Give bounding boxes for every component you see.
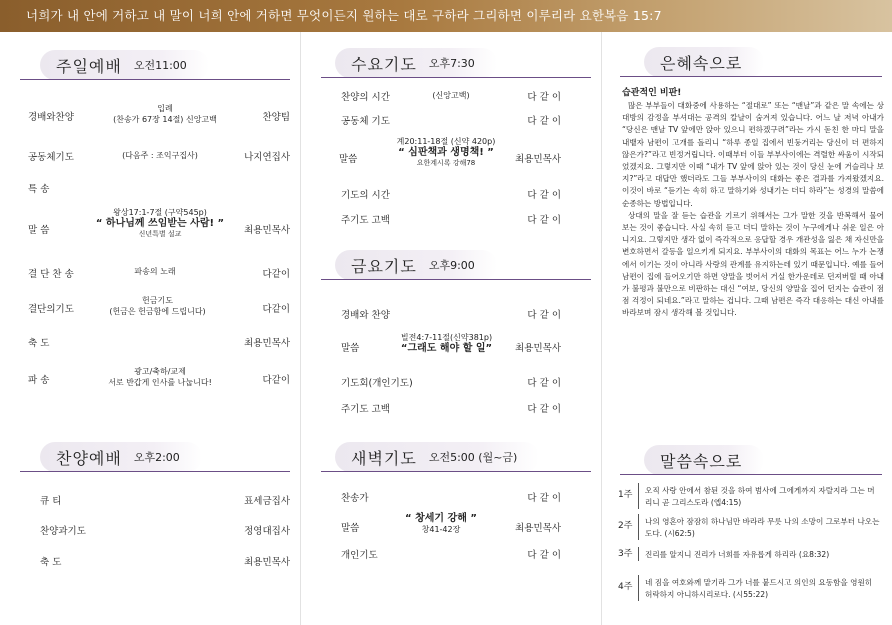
order-leader: 최용민목사: [515, 154, 561, 165]
sunday-underline: [20, 79, 290, 80]
order-label: 결단의기도: [28, 304, 74, 315]
wednesday-title: 수요기도: [351, 54, 417, 74]
praise-time: 오후2:00: [133, 451, 180, 464]
order-label: 말씀: [339, 154, 358, 165]
order-label: 기도의 시간: [341, 190, 390, 201]
order-leader: 나지연집사: [244, 152, 290, 163]
verse-text: 오직 사랑 안에서 참된 것을 하여 범사에 그에게까지 자랄지라 그는 머리니 곧 그리스도라 (엡4:15): [638, 483, 880, 509]
order-leader: 다 같 이: [527, 92, 561, 103]
order-detail: (신앙고백): [432, 91, 470, 100]
friday-title: 금요기도: [351, 256, 417, 276]
banner-verse: 너희가 내 안에 거하고 내 말이 너희 안에 거하면 무엇이든지 원하는 대로 구하라 그리하면 이루리라 요한복음 15:7: [26, 8, 662, 23]
order-detail: 파송의 노래: [134, 267, 176, 276]
order-label: 주기도 고백: [341, 404, 390, 415]
word-underline: [620, 474, 882, 475]
article-paragraph: 많은 부부들이 대화중에 사용하는 “절대로” 또는 “맨날”과 같은 말 속에는 상대방의 감정을 부셔대는 공격의 칼날이 숨겨져 있습니다. 어느 날 저녁 아내가 “당신은 맨날 TV 앞에만 앉아 있으니 편하겠구려”라는 가시 돋친 한 마디 말을 내뱉자 남편이 고개를 돌리니 “하루 종일 집에서 빈둥거리는 당신이 더 편하지 않은가?”라고 빈정거립니다. 이때부터 이들 부부사이에는 격렬한 싸움이 시작되었겠지요. 그렇지만 이때 “내가 TV 앞에 앉아 있는 것이 당신 눈에 거슬리나 보지?”라고 대답만 했더라도 그들 부부사이의 대화는 좋은 결과를 가져왔겠지요. 이것이 바로 “듣기는 속히 하고 말하기와 성내기는 더디 하라”는 성경의 말씀에 순종하는 방법입니다.: [622, 101, 885, 208]
order-leader: 다 같 이: [527, 378, 561, 389]
order-label: 공동체기도: [28, 152, 74, 163]
praise-underline: [20, 471, 290, 472]
praise-title-pill: [40, 442, 202, 472]
order-leader: 다 같 이: [527, 310, 561, 321]
order-detail: 광고/축하/교제 서로 반갑게 인사를 나눕니다!: [108, 367, 212, 387]
verse-text: 네 짐을 여호와께 맡기라 그가 너를 붙드시고 의인의 요동함을 영원히 허락하지 아니하시리로다. (시55:22): [638, 575, 880, 601]
word-title-pill: [644, 445, 764, 475]
verse-row: [618, 547, 880, 561]
order-label: 파 송: [28, 375, 50, 386]
word-header: [644, 445, 764, 475]
order-detail: 입례 (찬송가 67장 14절) 신앙고백: [113, 104, 217, 124]
verse-row: [618, 575, 880, 601]
verse-row: [618, 483, 880, 509]
verse-row: [618, 514, 880, 540]
order-leader: 최용민목사: [244, 225, 290, 236]
order-leader: 다같이: [262, 375, 290, 386]
dawn-title-pill: [335, 442, 539, 472]
dawn-header: [335, 442, 539, 472]
friday-underline: [321, 279, 591, 280]
order-label: 공동체 기도: [341, 116, 390, 127]
sunday-time: 오전11:00: [133, 59, 187, 72]
dawn-title: 새벽기도: [351, 448, 417, 468]
order-leader: 다 같 이: [527, 493, 561, 504]
sermon-detail: 왕상17:1-7절 (구약545p) “ 하나님께 쓰임받는 사람! ” 신년특별 설교: [95, 208, 225, 238]
grace-title: 은혜속으로: [660, 53, 743, 73]
grace-header: [644, 47, 764, 77]
grace-underline: [620, 76, 882, 77]
order-leader: 다 같 이: [527, 404, 561, 415]
verse-text: 나의 영혼아 잠잠히 하나님만 바라라 무릇 나의 소망이 그로부터 나오는도다. (시62:5): [638, 514, 880, 540]
order-leader: 최용민목사: [244, 557, 290, 568]
order-label: 경배와찬양: [28, 112, 74, 123]
order-label: 경배와 찬양: [341, 310, 390, 321]
wednesday-header: [335, 48, 497, 78]
order-leader: 다 같 이: [527, 550, 561, 561]
praise-header: [40, 442, 202, 472]
order-label: 주기도 고백: [341, 215, 390, 226]
article-body: [622, 100, 884, 320]
column-articles: [602, 32, 892, 625]
order-label: 말씀: [341, 343, 360, 354]
order-leader: 최용민목사: [515, 343, 561, 354]
order-leader: 다 같 이: [527, 190, 561, 201]
friday-header: [335, 250, 497, 280]
order-label: 찬양의 시간: [341, 92, 390, 103]
header-banner: [0, 0, 892, 32]
order-leader: 정영대집사: [244, 526, 290, 537]
order-leader: 최용민목사: [515, 523, 561, 534]
order-label: 결 단 찬 송: [28, 269, 74, 280]
column-weekday: [301, 32, 601, 625]
word-title: 말씀속으로: [660, 451, 743, 471]
article-paragraph: 상대의 말을 잘 듣는 습관을 기르기 위해서는 그가 말한 것을 반복해서 물어 보는 것이 좋습니다. 사실 속히 듣고 더디 말하는 것이 누구에게나 쉬운 일은 아니지요. 그렇지만 생각 없이 즉각적으로 응답할 경우 개관성을 잃은 채 자신만을 변호하면서 갈등을 일으키게 되지요. 부부사이의 대화의 목표는 어느 누가 논쟁에서 이기는 것이 아니라 사랑의 관계를 유지하는데 있기 때문입니다. 예를 들어 남편이 집에 들어오기만 하면 양말을 벗어서 거실 한가운데로 던져버릴 때 아내가 불평과 불만으로 비판하는 대신 “여보, 당신의 양말을 집어 던지는 습관이 점점 걱정이 되네요.”라고 말하는 겁니다. 그때 남편은 즉각 대응하는 대신 아내를 바라보며 잠시 생각해 볼 것입니다.: [622, 210, 884, 318]
order-leader: 다같이: [262, 304, 290, 315]
sermon-detail: 계20:11-18절 (신약 420p) “ 심판책과 생명책! ” 요한계시록 강해78: [396, 137, 496, 167]
sermon-detail: 빌전4:7-11절(신약381p) “그래도 해야 할 일”: [400, 333, 493, 354]
order-detail: (다음주 : 조익구집사): [122, 151, 198, 160]
order-detail: 헌금기도 (헌금은 헌금함에 드립니다): [109, 296, 206, 316]
dawn-time: 오전5:00 (월~금): [428, 451, 518, 464]
order-leader: 표세금집사: [244, 496, 290, 507]
friday-time: 오후9:00: [428, 259, 475, 272]
verse-text: 진리를 알지니 진리가 너희를 자유롭게 하리라 (요8:32): [638, 547, 880, 561]
sunday-header: [40, 50, 209, 80]
sermon-detail: “ 창세기 강해 ” 창41-42장: [405, 513, 477, 534]
article-title: 습관적인 비판!: [622, 88, 682, 98]
order-leader: 다같이: [262, 269, 290, 280]
order-leader: 찬양팀: [262, 112, 290, 123]
verse-week: 4주: [618, 582, 633, 592]
order-label: 말씀: [341, 523, 360, 534]
order-label: 특 송: [28, 184, 50, 195]
verse-week: 3주: [618, 549, 633, 559]
wednesday-title-pill: [335, 48, 497, 78]
order-label: 큐 티: [40, 496, 62, 507]
verse-week: 2주: [618, 521, 633, 531]
verse-week: 1주: [618, 490, 633, 500]
grace-title-pill: [644, 47, 764, 77]
order-label: 찬송가: [341, 493, 369, 504]
order-label: 기도회(개인기도): [341, 378, 413, 389]
order-label: 말 씀: [28, 225, 50, 236]
order-label: 축 도: [40, 557, 62, 568]
wednesday-time: 오후7:30: [428, 57, 475, 70]
sunday-title-pill: [40, 50, 209, 80]
dawn-underline: [321, 471, 591, 472]
wednesday-underline: [321, 77, 591, 78]
order-leader: 다 같 이: [527, 215, 561, 226]
sunday-title: 주일예배: [56, 56, 122, 76]
order-leader: 최용민목사: [244, 338, 290, 349]
order-label: 축 도: [28, 338, 50, 349]
friday-title-pill: [335, 250, 497, 280]
column-sunday: [0, 32, 300, 625]
order-label: 찬양과기도: [40, 526, 86, 537]
praise-title: 찬양예배: [56, 448, 122, 468]
order-label: 개인기도: [341, 550, 378, 561]
order-leader: 다 같 이: [527, 116, 561, 127]
